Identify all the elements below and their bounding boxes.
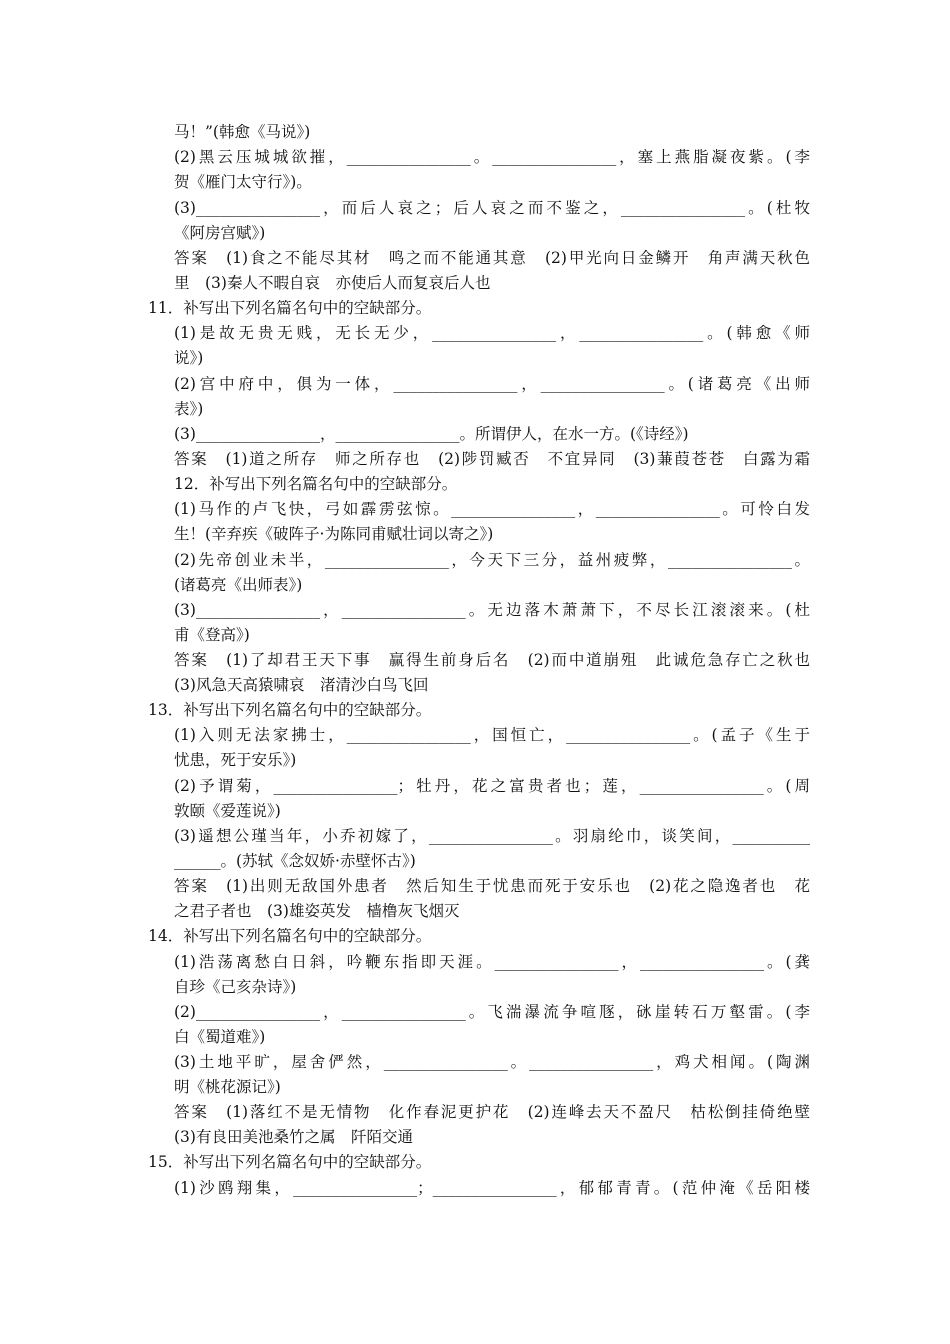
text-line: 甫《登高》) [174,626,250,644]
text-line: (3)________________，________________。无边落木萧萧下，不尽长江滚滚来。(杜 [174,601,810,619]
text-line: 自珍《己亥杂诗》) [174,978,297,996]
question-heading: 12．补写出下列名篇名句中的空缺部分。 [174,475,458,493]
text-line: (3)________________，而后人哀之；后人哀之而不鉴之，________________。(杜牧 [174,199,810,217]
text-line: (2)________________，________________。飞湍瀑流争喧豗，砯崖转石万壑雷。(李 [174,1003,810,1021]
answer-line: 里 (3)秦人不暇自哀 亦使后人而复哀后人也 [174,274,491,292]
answer-line: (3)有良田美池桑竹之属 阡陌交通 [174,1128,413,1146]
text-line: 贺《雁门太守行》)。 [174,173,312,191]
answer-line: 答案 (1)出则无敌国外患者 然后知生于忧患而死于安乐也 (2)花之隐逸者也 花 [174,877,810,895]
question-heading: 15．补写出下列名篇名句中的空缺部分。 [148,1153,432,1171]
text-line: 生！(辛弃疾《破阵子·为陈同甫赋壮词以寄之》) [174,525,494,543]
question-heading: 11．补写出下列名篇名句中的空缺部分。 [148,299,432,317]
text-line: (诸葛亮《出师表》) [174,576,303,594]
question-heading: 13．补写出下列名篇名句中的空缺部分。 [148,701,432,719]
text-line: (2)宫中府中，俱为一体，________________，________________。(诸葛亮《出师 [174,375,810,393]
question-heading: 14．补写出下列名篇名句中的空缺部分。 [148,927,432,945]
text-line: (2)黑云压城城欲摧，________________。________________，塞上燕脂凝夜紫。(李 [174,148,810,166]
answer-line: 答案 (1)落红不是无情物 化作春泥更护花 (2)连峰去天不盈尺 枯松倒挂倚绝壁 [174,1103,810,1121]
text-line: 表》) [174,400,204,418]
answer-line: 答案 (1)食之不能尽其材 鸣之而不能通其意 (2)甲光向日金鳞开 角声满天秋色 [174,249,810,267]
text-line: (1)是故无贵无贱，无长无少，________________，________________。(韩愈《师 [174,324,810,342]
text-line: (1)浩荡离愁白日斜，吟鞭东指即天涯。________________，________________。(龚 [174,953,810,971]
text-line: (2)先帝创业未半，________________，今天下三分，益州疲弊，________________。 [174,551,810,569]
text-line: 明《桃花源记》) [174,1078,281,1096]
answer-line: (3)风急天高猿啸哀 渚清沙白鸟飞回 [174,676,429,694]
answer-line: 答案 (1)道之所存 师之所存也 (2)陟罚臧否 不宜异同 (3)蒹葭苍苍 白露为霜 [174,450,810,468]
text-line: 《阿房宫赋》) [174,224,266,242]
text-line: (1)入则无法家拂士，________________，国恒亡，________________。(孟子《生于 [174,726,810,744]
answer-line: 之君子者也 (3)雄姿英发 樯橹灰飞烟灭 [174,902,460,920]
text-line: (3)遥想公瑾当年，小乔初嫁了，________________。羽扇纶巾，谈笑间，__________ [174,827,810,845]
text-line: (3)________________，________________。所谓伊人，在水一方。(《诗经》) [174,425,689,443]
text-line: (1)马作的卢飞快，弓如霹雳弦惊。________________，________________。可怜白发 [174,500,810,518]
answer-line: 答案 (1)了却君王天下事 赢得生前身后名 (2)而中道崩殂 此诚危急存亡之秋也 [174,651,810,669]
text-line: 说》) [174,349,204,367]
text-line: (2)予谓菊，________________；牡丹，花之富贵者也；莲，________________。(周 [174,777,810,795]
text-line: (3)土地平旷，屋舍俨然，________________。________________，鸡犬相闻。(陶渊 [174,1053,810,1071]
text-line: ______。(苏轼《念奴娇·赤壁怀古》) [174,852,416,870]
text-line: 白《蜀道难》) [174,1028,266,1046]
text-line: 马！”(韩愈《马说》) [174,123,311,141]
text-line: 忧患，死于安乐》) [174,751,297,769]
text-line: (1)沙鸥翔集，________________；________________，郁郁青青。(范仲淹《岳阳楼 [174,1179,810,1197]
text-line: 敦颐《爱莲说》) [174,802,281,820]
